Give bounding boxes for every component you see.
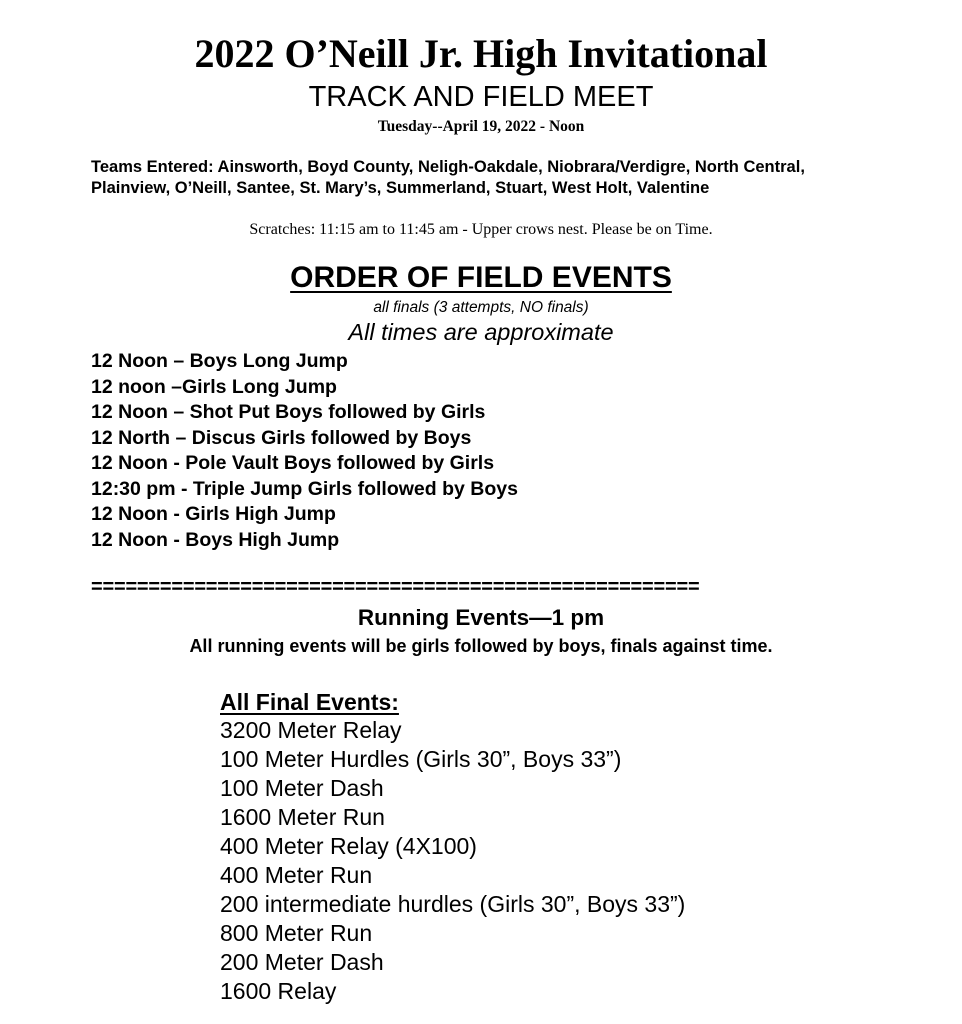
field-events-heading <box>0 260 962 296</box>
running-events-heading: Running Events—1 pm <box>357 605 605 630</box>
list-item: 100 Meter Dash <box>220 775 384 801</box>
list-item: 200 Meter Dash <box>220 949 384 975</box>
list-item: 12:30 pm - Triple Jump Girls followed by Boys <box>91 477 518 500</box>
list-item: 400 Meter Run <box>220 862 373 888</box>
field-events-heading-text: ORDER OF FIELD EVENTS <box>290 261 672 294</box>
section-divider: ===================================================== <box>91 576 700 598</box>
scratches-note: Scratches: 11:15 am to 11:45 am - Upper crows nest. Please be on Time. <box>249 221 713 238</box>
page-subtitle: TRACK AND FIELD MEET <box>308 81 654 113</box>
field-events-note: all finals (3 attempts, NO finals) <box>373 299 589 316</box>
list-item: 12 Noon - Girls High Jump <box>91 503 336 525</box>
list-item: 800 Meter Run <box>220 920 373 946</box>
final-events-heading: All Final Events: <box>220 689 399 715</box>
list-item: 12 noon –Girls Long Jump <box>91 375 337 398</box>
field-events-list <box>91 349 518 553</box>
event-date: Tuesday--April 19, 2022 - Noon <box>377 118 585 135</box>
list-item: 12 North – Discus Girls followed by Boys <box>91 426 472 449</box>
list-item: 400 Meter Relay (4X100) <box>220 833 477 859</box>
final-events-list <box>220 716 685 1006</box>
list-item: 12 Noon – Shot Put Boys followed by Girls <box>91 401 486 423</box>
teams-entered: Teams Entered: Ainsworth, Boyd County, Neligh-Oakdale, Niobrara/Verdigre, North Central, Plainview, O’Neill, Santee, St. Mary’s, Summerland, Stuart, West Holt, Valentine <box>91 158 805 197</box>
list-item: 12 Noon - Boys High Jump <box>91 528 340 551</box>
list-item: 100 Meter Hurdles (Girls 30”, Boys 33”) <box>220 746 622 772</box>
list-item: 3200 Meter Relay <box>220 717 402 743</box>
list-item: 200 intermediate hurdles (Girls 30”, Boys 33”) <box>220 891 686 917</box>
list-item: 1600 Relay <box>220 978 337 1004</box>
list-item: 1600 Meter Run <box>220 804 385 830</box>
running-events-note: All running events will be girls followed by boys, finals against time. <box>189 636 773 656</box>
field-events-times-note: All times are approximate <box>348 319 614 345</box>
list-item: 12 Noon - Pole Vault Boys followed by Girls <box>91 452 495 474</box>
page-title: 2022 O’Neill Jr. High Invitational <box>194 31 768 76</box>
list-item: 12 Noon – Boys Long Jump <box>91 350 348 372</box>
